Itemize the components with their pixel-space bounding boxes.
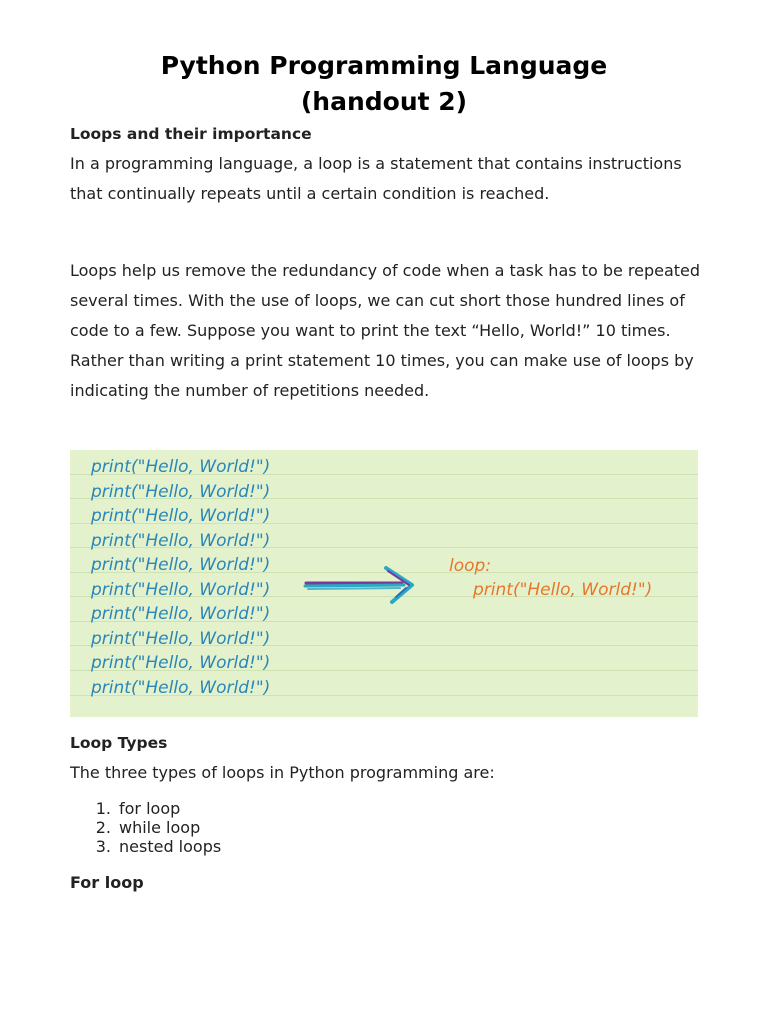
list-item [70,799,221,818]
code-line-6: print("Hello, World!") [91,580,271,600]
loop-body-statement: print("Hello, World!") [473,580,653,600]
code-line-8: print("Hello, World!") [91,629,271,649]
code-line-7: print("Hello, World!") [91,604,271,624]
list-item-label: for loop [119,799,181,818]
arrow-right-icon [302,562,418,606]
page-title-line-2: (handout 2) [300,87,468,116]
section-heading-loop-types: Loop Types [70,734,168,752]
paragraph-loop-benefits: Loops help us remove the redundancy of code when a task has to be repeated several times. With the use of loops, we can cut short those hundred lines of code to a few. Suppose you want to print the text “Hello, World!” 10 times. Rather than writing a print statement 10 times, you can make use of loops by indicating the number of repetitions needed. [70,261,701,400]
paragraph-loop-types-intro: The three types of loops in Python programming are: [70,763,495,782]
list-item [70,837,221,856]
loop-types-list [70,799,221,856]
page-title [0,48,768,120]
code-line-9: print("Hello, World!") [91,653,271,673]
list-item-number: 3. [95,837,111,856]
loop-illustration [70,450,698,717]
loop-keyword: loop: [449,556,492,576]
paragraph-loop-definition: In a programming language, a loop is a statement that contains instructions that continually repeats until a certain condition is reached. [70,154,682,203]
list-item-label: nested loops [119,837,222,856]
page-title-line-1: Python Programming Language [160,51,608,80]
section-heading-loops-importance: Loops and their importance [70,125,312,143]
code-line-5: print("Hello, World!") [91,555,271,575]
list-item-number: 2. [95,818,111,837]
list-item [70,818,221,837]
list-item-number: 1. [95,799,111,818]
code-line-1: print("Hello, World!") [91,457,271,477]
section-heading-for-loop: For loop [70,873,144,892]
code-line-3: print("Hello, World!") [91,506,271,526]
code-line-2: print("Hello, World!") [91,482,271,502]
list-item-label: while loop [119,818,201,837]
code-line-10: print("Hello, World!") [91,678,271,698]
code-line-4: print("Hello, World!") [91,531,271,551]
